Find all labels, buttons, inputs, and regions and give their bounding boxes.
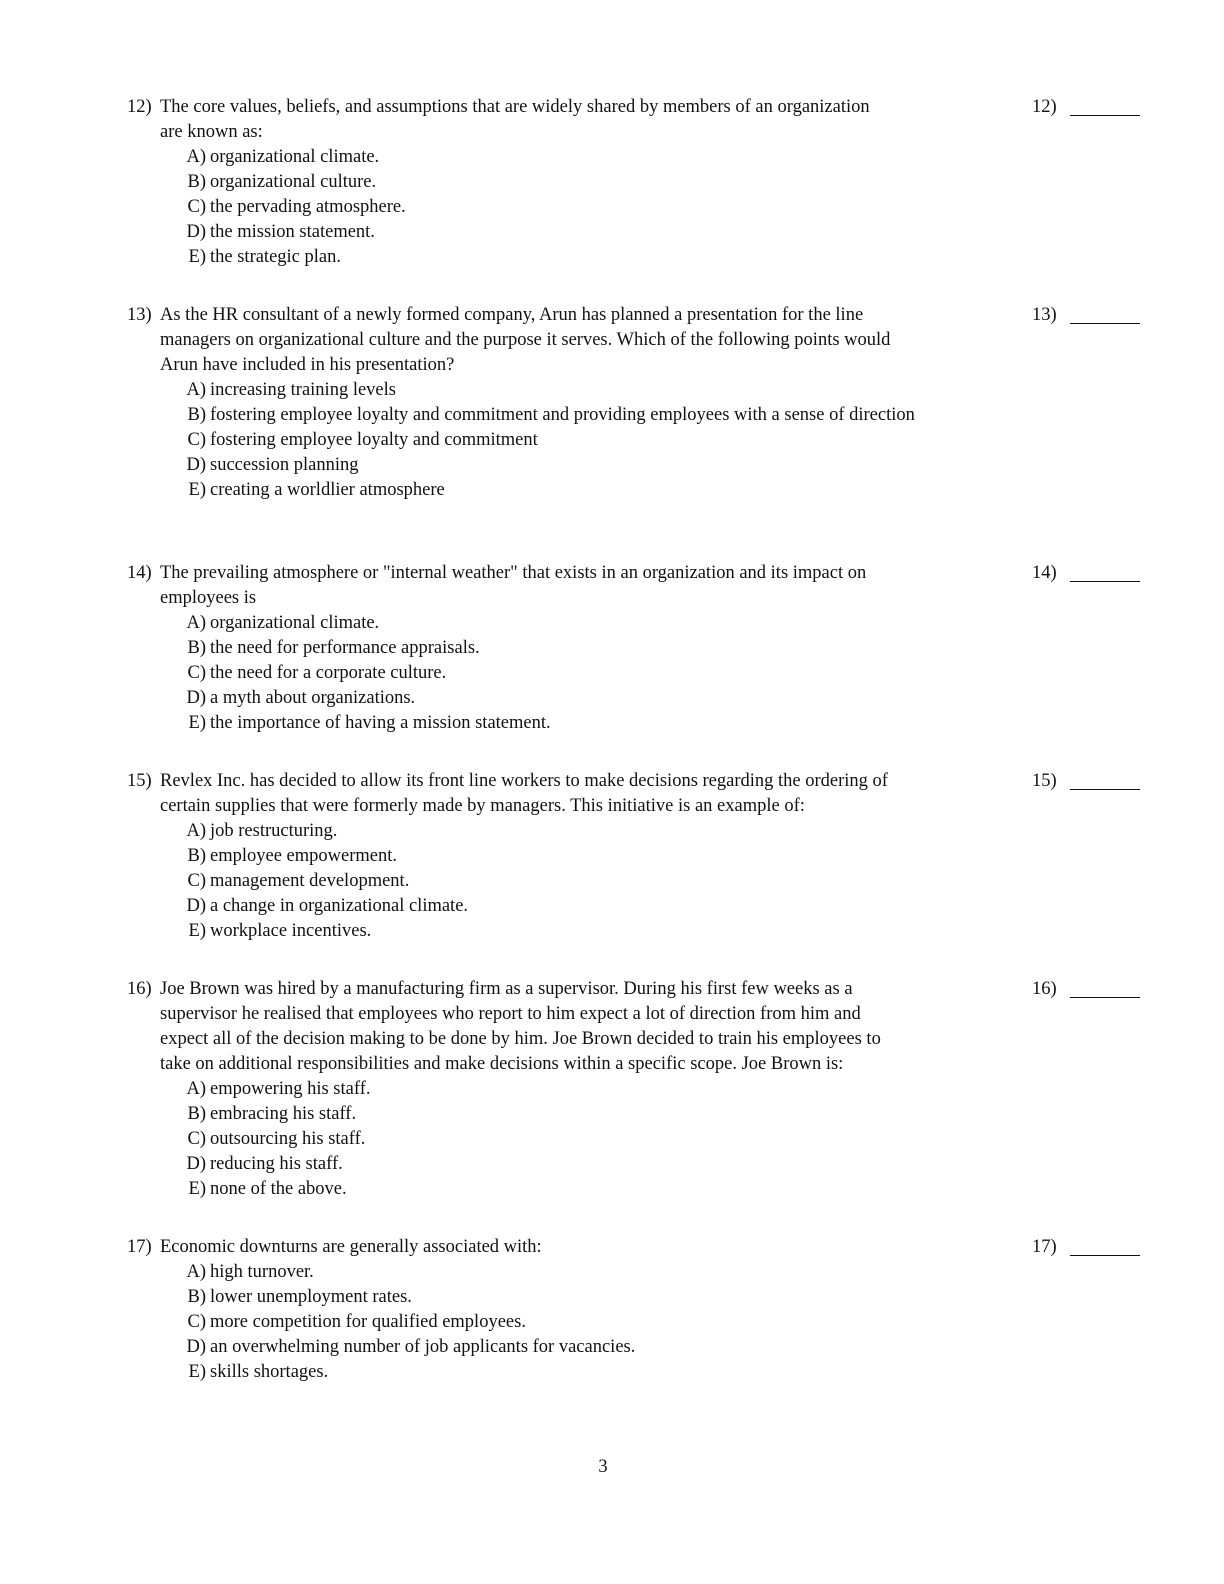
- question-number: 15): [127, 771, 152, 791]
- question-stem-line: are known as:: [160, 122, 263, 142]
- option-letter: D): [186, 688, 206, 708]
- question-body: [160, 561, 1020, 736]
- answer-option[interactable]: [160, 378, 1020, 403]
- option-letter: E): [188, 1362, 206, 1382]
- option-text: the need for performance appraisals.: [210, 638, 480, 658]
- options-list: [160, 611, 1020, 736]
- option-letter: C): [187, 430, 206, 450]
- option-letter: B): [187, 638, 206, 658]
- question-number: 12): [127, 97, 152, 117]
- question-body: [160, 977, 1020, 1202]
- answer-option[interactable]: [160, 1127, 1020, 1152]
- option-text: fostering employee loyalty and commitment and providing employees with a sense of direction: [210, 405, 915, 425]
- answer-option[interactable]: [160, 819, 1020, 844]
- option-text: the strategic plan.: [210, 247, 341, 267]
- option-text: organizational climate.: [210, 613, 380, 633]
- option-text: workplace incentives.: [210, 921, 372, 941]
- question-stem-line: Joe Brown was hired by a manufacturing firm as a supervisor. During his first few weeks as a: [160, 979, 853, 999]
- options-list: [160, 1260, 1020, 1385]
- answer-option[interactable]: [160, 686, 1020, 711]
- option-text: the pervading atmosphere.: [210, 197, 406, 217]
- option-text: the need for a corporate culture.: [210, 663, 447, 683]
- option-letter: D): [186, 896, 206, 916]
- option-letter: E): [188, 247, 206, 267]
- option-letter: C): [187, 197, 206, 217]
- question-number: 16): [127, 979, 152, 999]
- answer-number-label: 16): [1032, 979, 1057, 999]
- options-list: [160, 145, 1020, 270]
- option-text: the mission statement.: [210, 222, 375, 242]
- question-stem-line: employees is: [160, 588, 257, 608]
- answer-option[interactable]: [160, 661, 1020, 686]
- answer-option[interactable]: [160, 453, 1020, 478]
- option-text: succession planning: [210, 455, 359, 475]
- answer-option[interactable]: [160, 245, 1020, 270]
- answer-option[interactable]: [160, 1285, 1020, 1310]
- answer-option[interactable]: [160, 195, 1020, 220]
- question-stem-line: The prevailing atmosphere or "internal weather" that exists in an organization and its impact on: [160, 563, 867, 583]
- question-stem-line: take on additional responsibilities and make decisions within a specific scope. Joe Brown is:: [160, 1054, 844, 1074]
- answer-option[interactable]: [160, 1310, 1020, 1335]
- option-letter: E): [188, 921, 206, 941]
- options-list: [160, 378, 1020, 503]
- options-list: [160, 1077, 1020, 1202]
- option-letter: A): [186, 613, 206, 633]
- option-text: organizational climate.: [210, 147, 380, 167]
- option-text: skills shortages.: [210, 1362, 329, 1382]
- answer-option[interactable]: [160, 711, 1020, 736]
- answer-option[interactable]: [160, 403, 1020, 428]
- answer-option[interactable]: [160, 1177, 1020, 1202]
- option-letter: B): [187, 172, 206, 192]
- answer-option[interactable]: [160, 170, 1020, 195]
- answer-blank[interactable]: [1070, 581, 1140, 582]
- option-letter: B): [187, 846, 206, 866]
- question-number: 13): [127, 305, 152, 325]
- option-text: the importance of having a mission statement.: [210, 713, 551, 733]
- option-text: increasing training levels: [210, 380, 396, 400]
- question-body: [160, 1235, 1020, 1385]
- answer-blank[interactable]: [1070, 789, 1140, 790]
- answer-number-label: 13): [1032, 305, 1057, 325]
- option-letter: E): [188, 1179, 206, 1199]
- question-stem-line: managers on organizational culture and the purpose it serves. Which of the following points would: [160, 330, 891, 350]
- answer-option[interactable]: [160, 919, 1020, 944]
- question-stem-line: certain supplies that were formerly made by managers. This initiative is an example of:: [160, 796, 805, 816]
- option-letter: B): [187, 1287, 206, 1307]
- option-letter: A): [186, 1079, 206, 1099]
- option-text: creating a worldlier atmosphere: [210, 480, 445, 500]
- answer-option[interactable]: [160, 1260, 1020, 1285]
- answer-option[interactable]: [160, 611, 1020, 636]
- question-stem-line: supervisor he realised that employees who report to him expect a lot of direction from him and: [160, 1004, 861, 1024]
- answer-option[interactable]: [160, 636, 1020, 661]
- page-number: 3: [598, 1457, 608, 1477]
- question-stem-line: Economic downturns are generally associated with:: [160, 1237, 542, 1257]
- option-letter: C): [187, 871, 206, 891]
- answer-blank[interactable]: [1070, 1255, 1140, 1256]
- answer-number-label: 12): [1032, 97, 1057, 117]
- question-number: 14): [127, 563, 152, 583]
- question-number: 17): [127, 1237, 152, 1257]
- option-letter: D): [186, 1154, 206, 1174]
- option-letter: E): [188, 713, 206, 733]
- question-stem-line: As the HR consultant of a newly formed company, Arun has planned a presentation for the line: [160, 305, 864, 325]
- question-stem-line: The core values, beliefs, and assumptions that are widely shared by members of an organization: [160, 97, 870, 117]
- option-letter: D): [186, 1337, 206, 1357]
- option-text: lower unemployment rates.: [210, 1287, 412, 1307]
- option-text: outsourcing his staff.: [210, 1129, 366, 1149]
- option-letter: D): [186, 222, 206, 242]
- question-body: [160, 95, 1020, 270]
- answer-blank[interactable]: [1070, 997, 1140, 998]
- answer-number-label: 14): [1032, 563, 1057, 583]
- option-letter: A): [186, 1262, 206, 1282]
- answer-option[interactable]: [160, 220, 1020, 245]
- option-text: none of the above.: [210, 1179, 347, 1199]
- option-letter: C): [187, 663, 206, 683]
- question-stem-line: Revlex Inc. has decided to allow its front line workers to make decisions regarding the ordering of: [160, 771, 888, 791]
- answer-number-label: 17): [1032, 1237, 1057, 1257]
- question-stem-line: expect all of the decision making to be done by him. Joe Brown decided to train his employees to: [160, 1029, 881, 1049]
- answer-blank[interactable]: [1070, 323, 1140, 324]
- option-letter: A): [186, 821, 206, 841]
- option-letter: C): [187, 1312, 206, 1332]
- answer-option[interactable]: [160, 1335, 1020, 1360]
- answer-option[interactable]: [160, 478, 1020, 503]
- question-body: [160, 769, 1020, 944]
- option-letter: B): [187, 1104, 206, 1124]
- option-text: organizational culture.: [210, 172, 377, 192]
- answer-option[interactable]: [160, 1360, 1020, 1385]
- option-letter: D): [186, 455, 206, 475]
- option-text: job restructuring.: [210, 821, 338, 841]
- answer-option[interactable]: [160, 145, 1020, 170]
- option-letter: E): [188, 480, 206, 500]
- answer-blank[interactable]: [1070, 115, 1140, 116]
- answer-option[interactable]: [160, 1077, 1020, 1102]
- option-letter: B): [187, 405, 206, 425]
- answer-option[interactable]: [160, 844, 1020, 869]
- option-letter: A): [186, 380, 206, 400]
- option-text: employee empowerment.: [210, 846, 397, 866]
- option-text: fostering employee loyalty and commitment: [210, 430, 538, 450]
- option-text: embracing his staff.: [210, 1104, 357, 1124]
- question-body: [160, 303, 1020, 503]
- option-letter: C): [187, 1129, 206, 1149]
- answer-option[interactable]: [160, 894, 1020, 919]
- answer-option[interactable]: [160, 1152, 1020, 1177]
- option-text: high turnover.: [210, 1262, 314, 1282]
- answer-option[interactable]: [160, 428, 1020, 453]
- answer-option[interactable]: [160, 1102, 1020, 1127]
- options-list: [160, 819, 1020, 944]
- answer-option[interactable]: [160, 869, 1020, 894]
- option-text: a myth about organizations.: [210, 688, 416, 708]
- answer-number-label: 15): [1032, 771, 1057, 791]
- option-text: empowering his staff.: [210, 1079, 371, 1099]
- option-text: management development.: [210, 871, 410, 891]
- option-letter: A): [186, 147, 206, 167]
- option-text: a change in organizational climate.: [210, 896, 469, 916]
- option-text: an overwhelming number of job applicants for vacancies.: [210, 1337, 636, 1357]
- question-stem-line: Arun have included in his presentation?: [160, 355, 455, 375]
- option-text: reducing his staff.: [210, 1154, 343, 1174]
- option-text: more competition for qualified employees.: [210, 1312, 526, 1332]
